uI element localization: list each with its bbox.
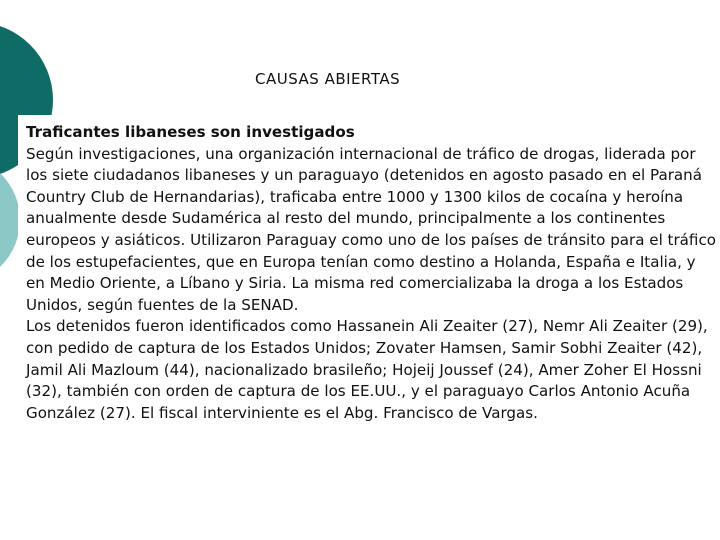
light-teal-circle bbox=[0, 155, 20, 285]
body-paragraph-1: Según investigaciones, una organización internacional de tráfico de drogas, liderada por los siete ciudadanos libaneses y un paraguayo (detenidos en agosto pasado en el Paraná Country Club de Hernandarias), traficaba entre 1000 y 1300 kilos de cocaína y heroína anualmente desde Sudamérica al resto del mundo, principalmente a los continentes europeos y asiáticos. Utilizaron Paraguay como uno de los países de tránsito para el tráfico de los estupefacientes, que en Europa tenían como destino a Holanda, España e Italia, y en Medio Oriente, a Líbano y Siria. La misma red comercializaba la droga a los Estados Unidos, según fuentes de la SENAD. bbox=[26, 144, 716, 314]
slide-title: CAUSAS ABIERTAS bbox=[255, 70, 401, 88]
body-paragraph-2: Los detenidos fueron identificados como Hassanein Ali Zeaiter (27), Nemr Ali Zeaiter (29), con pedido de captura de los Estados Unidos; Zovater Hamsen, Samir Sobhi Zeaiter (42), Jamil Ali Mazloum (44), nacionalizado brasileño; Hojeij Joussef (24), Amer Zoher El Hossni (32), también con orden de captura de los EE.UU., y el paraguayo Carlos Antonio Acuña González (27). El fiscal interviniente es el Abg. Francisco de Vargas. bbox=[26, 317, 708, 422]
slide-body bbox=[26, 122, 716, 424]
article-headline: Traficantes libaneses son investigados bbox=[26, 123, 355, 141]
